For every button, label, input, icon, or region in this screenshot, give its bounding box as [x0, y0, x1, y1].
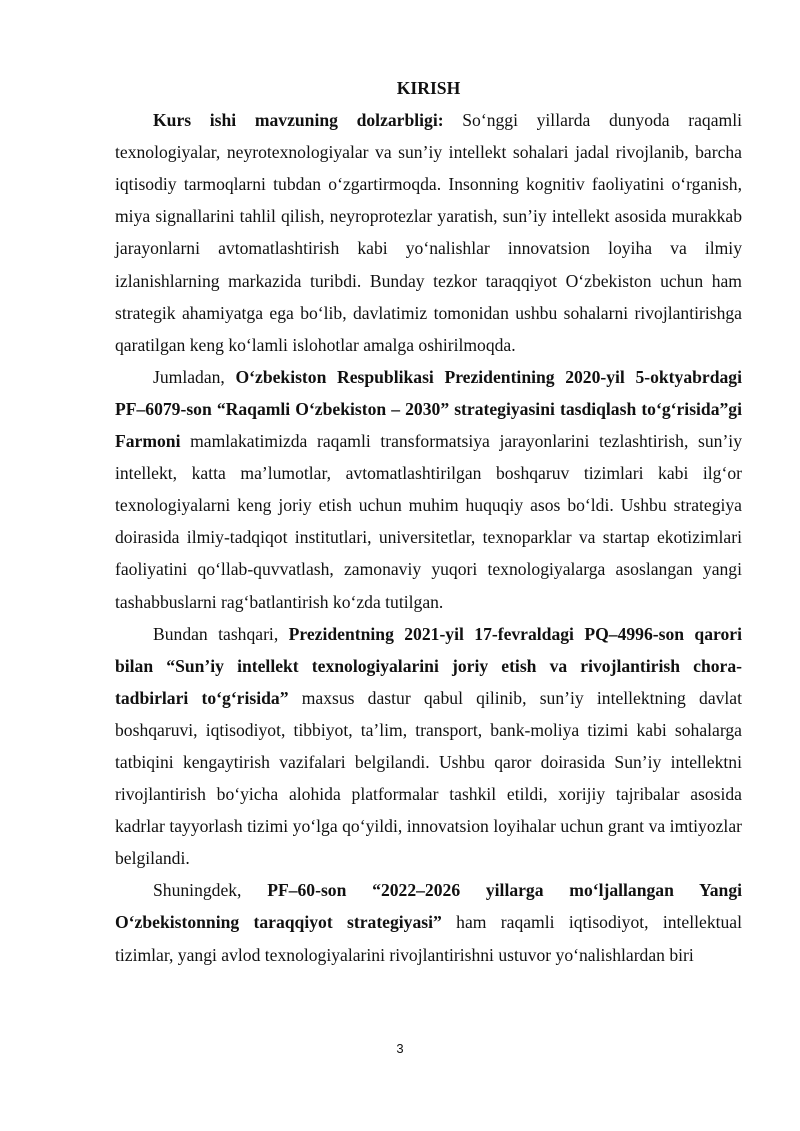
paragraph-bold-reference: O‘zbekiston Respublikasi Prezidentining 2020-yil 5-oktyabrdagi PF–6079-son “Raqamli O‘zbekiston – 2030” strategiyasini tasdiqlash to‘g‘risida”gi Farmoni — [115, 366, 742, 452]
body-text — [115, 72, 742, 971]
paragraph-bold-reference: PF–60-son “2022–2026 yillarga mo‘ljallangan Yangi O‘zbekistonning taraqqiyot strategiyasi” — [115, 880, 742, 933]
paragraph-text: Jumladan, — [153, 366, 236, 387]
paragraph-text: ham raqamli iqtisodiyot, intellektual tizimlar, yangi avlod texnologiyalarini rivojlantirishni ustuvor yo‘nalishlardan biri — [115, 912, 743, 965]
paragraph-text: maxsus dastur qabul qilinib, sun’iy intellektning davlat boshqaruvi, iqtisodiyot, tibbiyot, ta’lim, transport, bank-moliya tizimi kabi sohalarga tatbiqini kengaytirish vazifalari belgilandi. Ushbu qaror doirasida Sun’iy intellektni rivojlantirish bo‘yicha alohida platformalar tashkil etildi, xorijiy tajribalar asosida kadrlar tayyorlash tizimi yo‘lga qo‘yildi, innovatsion loyihalar uchun grant va imtiyozlar belgilandi. — [115, 687, 743, 869]
paragraph-resolution-pq4996 — [115, 618, 742, 875]
paragraph-text: So‘nggi yillarda dunyoda raqamli texnologiyalar, neyrotexnologiyalar va sun’iy intellekt sohalari jadal rivojlanib, barcha iqtisodiy tarmoqlarni tubdan o‘zgartirmoqda. Insonning kognitiv faoliyatini o‘rganish, miya signallarini tahlil qilish, neyroprotezlar yaratish, sun’iy intellekt asosida murakkab jarayonlarni avtomatlashtirish kabi yo‘nalishlar innovatsion loyiha va ilmiy izlanishlarning markazida turibdi. Bunday tezkor taraqqiyot O‘zbekiston uchun ham strategik ahamiyatga ega bo‘lib, davlatimiz tomonidan ushbu sohalarni rivojlantirishga qaratilgan keng ko‘lamli islohotlar amalga oshirilmoqda. — [115, 110, 742, 355]
paragraph-text: Shuningdek, — [153, 880, 268, 901]
paragraph-decree-pf60 — [115, 874, 742, 970]
section-heading: KIRISH — [396, 78, 461, 98]
paragraph-text: Bundan tashqari, — [153, 623, 289, 644]
paragraph-decree-pf6079 — [115, 361, 742, 618]
paragraph-lead-bold: Kurs ishi mavzuning dolzarbligi: — [153, 110, 444, 131]
paragraph-bold-reference: Prezidentning 2021-yil 17-fevraldagi PQ–4996-son qarori bilan “Sun’iy intellekt texnologiyalarini joriy etish va rivojlantirish chora-tadbirlari to‘g‘risida” — [115, 623, 743, 708]
page-number: 3 — [396, 1041, 404, 1056]
paragraph-relevance — [115, 104, 742, 361]
paragraph-text: mamlakatimizda raqamli transformatsiya jarayonlarini tezlashtirish, sun’iy intellekt, katta ma’lumotlar, avtomatlashtirilgan boshqaruv tizimlari kabi ilg‘or texnologiyalarni keng joriy etish uchun muhim huquqiy asos bo‘ldi. Ushbu strategiya doirasida ilmiy-tadqiqot institutlari, universitetlar, texnoparklar va startap ekotizimlari faoliyatini qo‘llab-quvvatlash, zamonaviy yuqori texnologiyalarga asoslangan yangi tashabbuslarni rag‘batlantirish ko‘zda tutilgan. — [115, 431, 742, 612]
